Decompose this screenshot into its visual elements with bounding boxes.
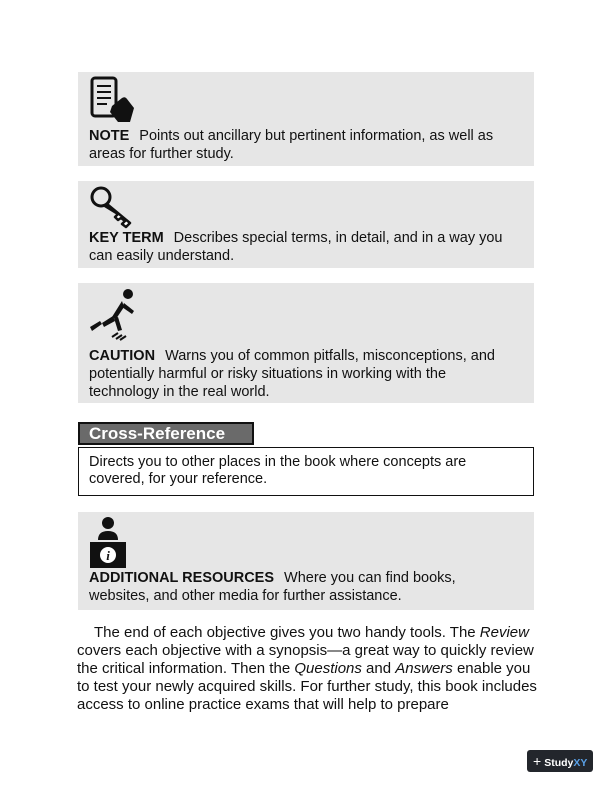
body-paragraph: The end of each objective gives you two handy tools. The Review covers each objective with a synopsis—a great way to quickly review the critical information. Then the Questions and Answers enable you to test your newly acquired skills. For further study, this book includes access to online practice exams that will help to prepare — [77, 624, 537, 713]
answers-term: Answers — [395, 660, 453, 677]
brand-main: Study — [544, 757, 574, 769]
additional-resources-label: ADDITIONAL RESOURCES — [89, 570, 275, 586]
key-term-callout — [78, 181, 534, 268]
note-callout — [78, 72, 534, 166]
brand-accent: XY — [573, 757, 588, 769]
caution-callout — [78, 283, 534, 403]
cross-reference-title: Cross-Reference — [78, 422, 254, 445]
key-icon — [88, 185, 138, 234]
slipping-person-icon — [88, 287, 140, 348]
cross-reference-text: Directs you to other places in the book where concepts are covered, for your reference. — [78, 447, 534, 496]
info-desk-icon — [88, 516, 134, 575]
caution-text: Warns you of common pitfalls, misconceptions, and potentially harmful or risky situations in working with the technology in the real world. — [89, 348, 495, 400]
key-term-text: Describes special terms, in detail, and in a way you can easily understand. — [89, 230, 503, 264]
additional-resources-callout — [78, 512, 534, 610]
key-term-label: KEY TERM — [89, 230, 164, 246]
tablet-hand-icon — [88, 76, 138, 131]
questions-term: Questions — [294, 660, 362, 677]
caution-label: CAUTION — [89, 348, 156, 364]
additional-resources-text: Where you can find books, websites, and other media for further assistance. — [89, 570, 456, 604]
studyxy-watermark[interactable] — [527, 750, 593, 772]
svg-text:i: i — [106, 548, 110, 563]
note-label: NOTE — [89, 128, 130, 144]
note-text: Points out ancillary but pertinent information, as well as areas for further study. — [89, 128, 494, 162]
review-term: Review — [479, 624, 529, 641]
plus-icon: + — [533, 753, 542, 769]
